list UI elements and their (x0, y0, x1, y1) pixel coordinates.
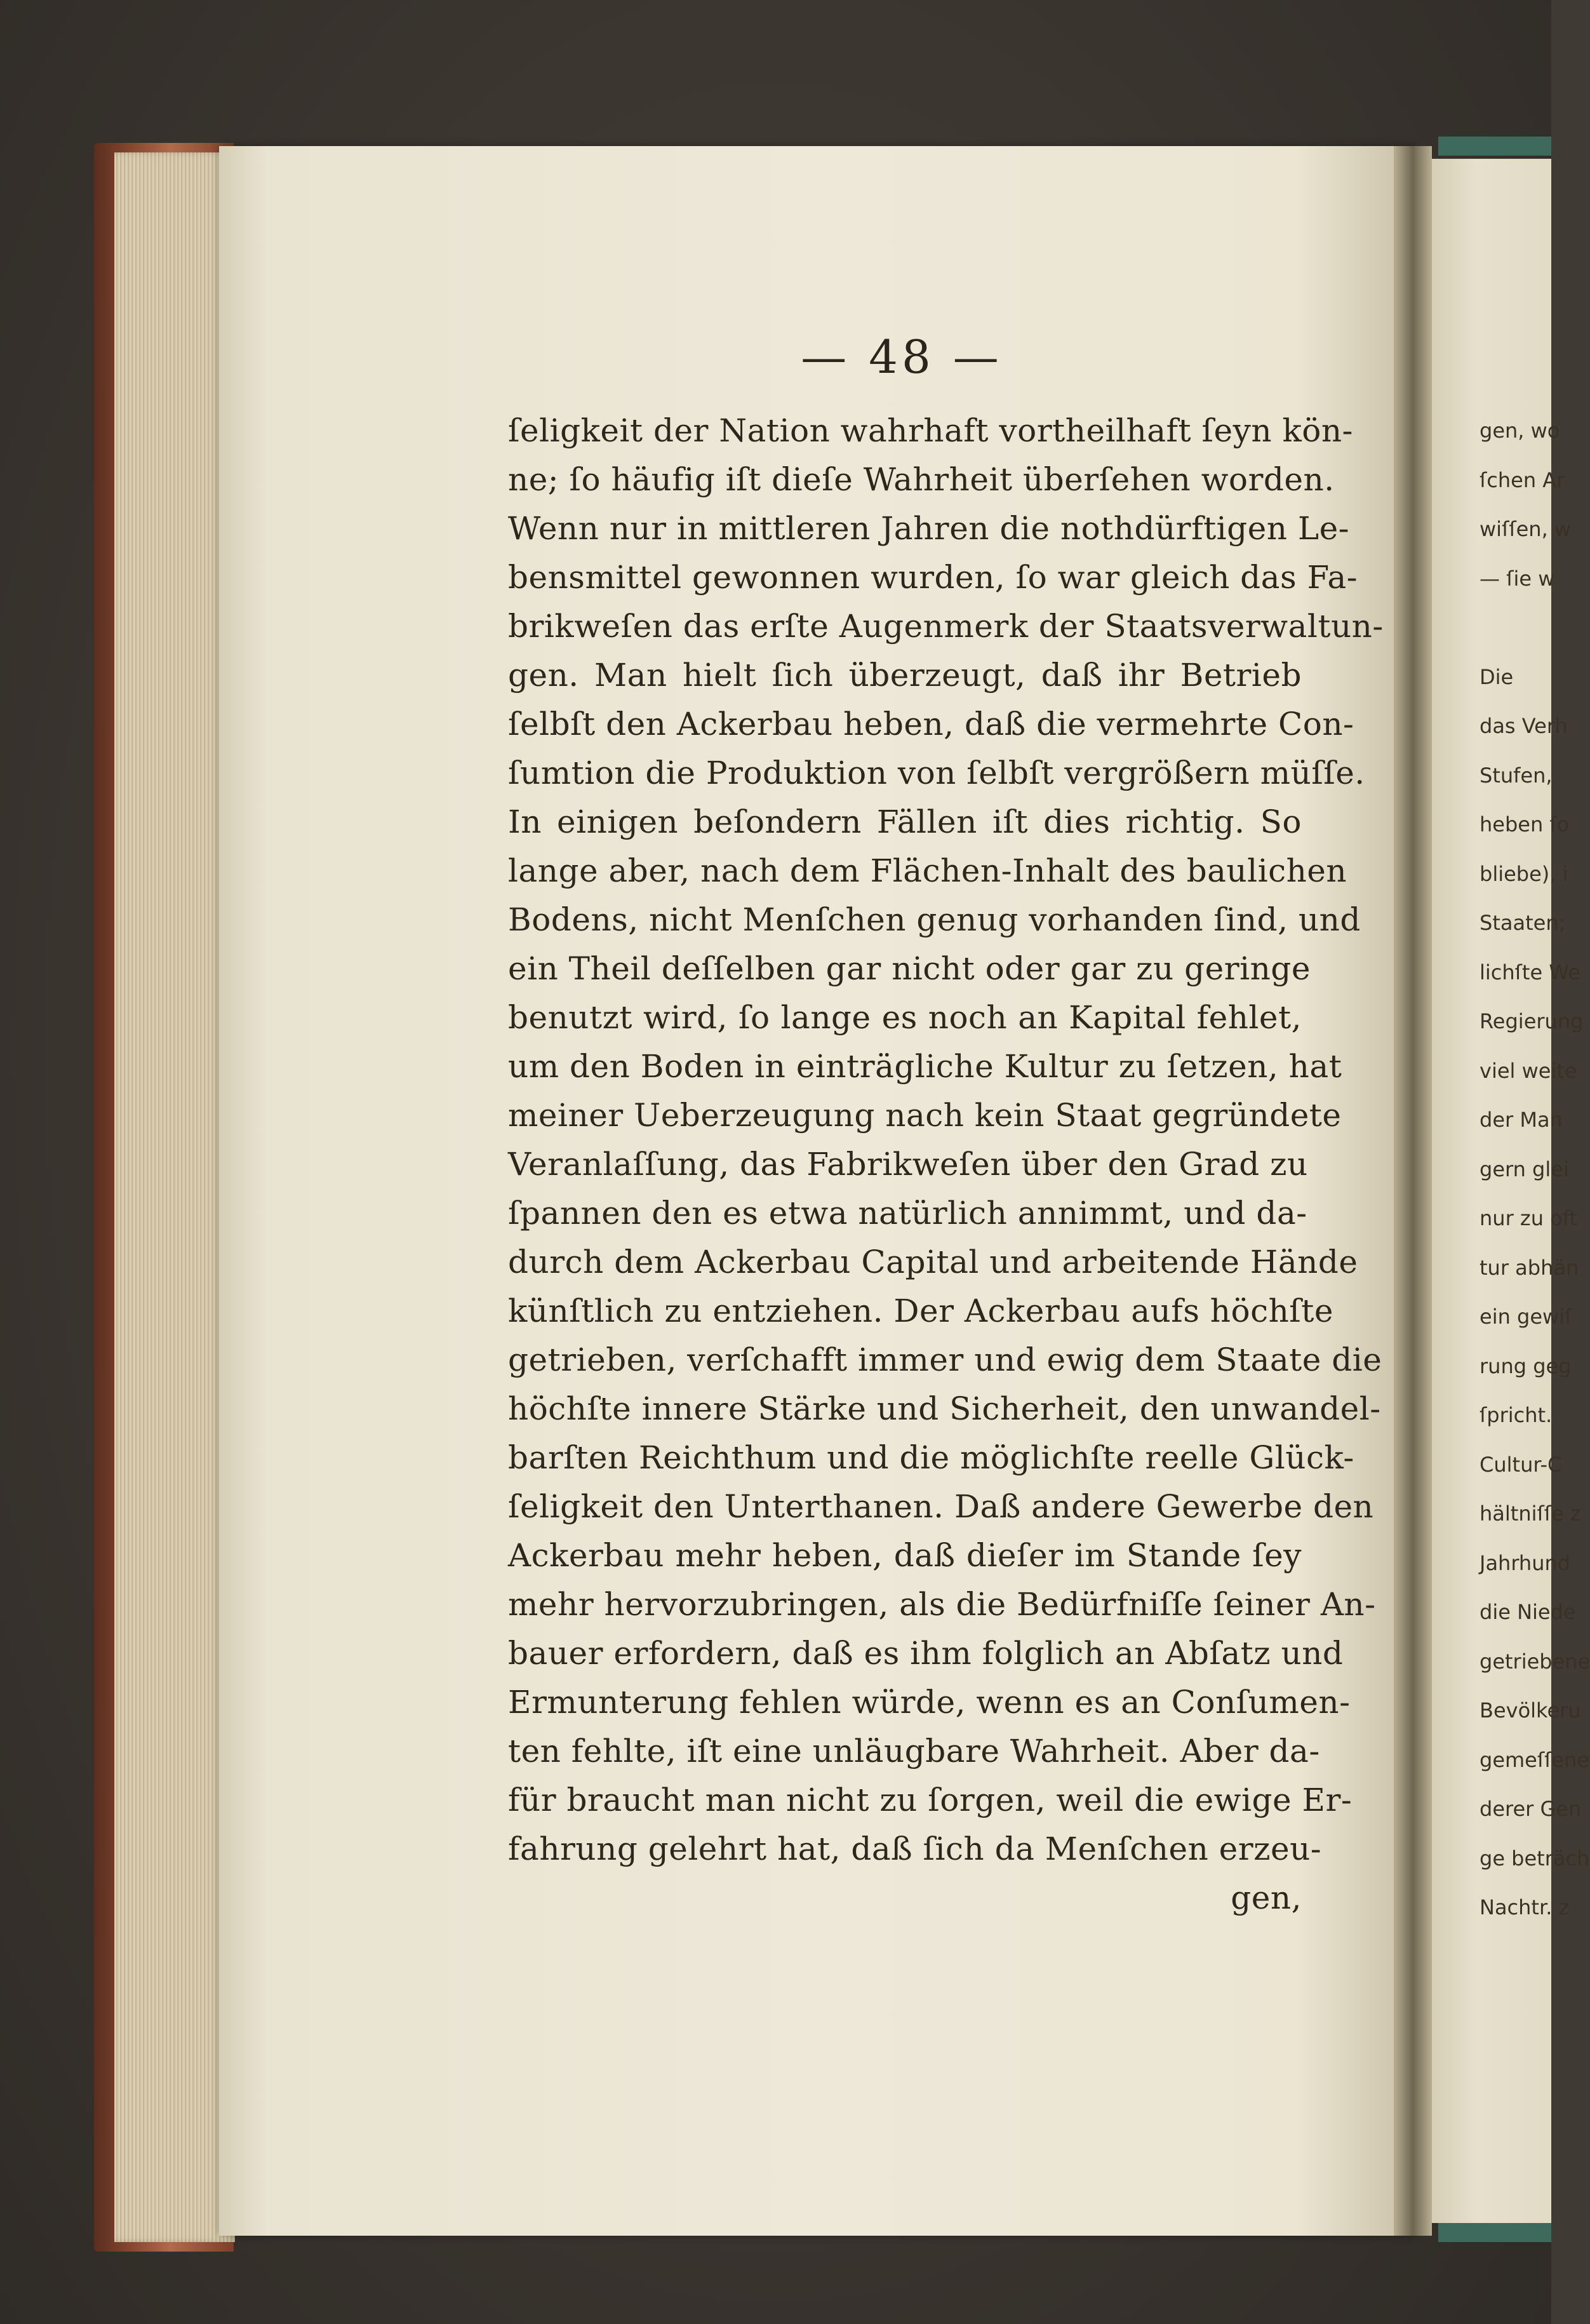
text-line: ein Theil deſſelben gar nicht oder gar zu geringe (508, 950, 1311, 987)
text-line: fahrung gelehrt hat, daß ſich da Menſchen erzeu- (508, 1830, 1322, 1867)
text-line: durch dem Ackerbau Capital und arbeitende Hände (508, 1244, 1358, 1280)
text-line: für braucht man nicht zu ſorgen, weil die ewige Er- (508, 1782, 1353, 1818)
facing-text-line: Bevölkeru (1480, 1698, 1581, 1723)
text-line: bensmittel gewonnen wurden, ſo war gleich das Fa- (508, 559, 1358, 596)
text-line: Bodens, nicht Menſchen genug vorhanden ſind, und (508, 901, 1361, 938)
text-line: meiner Ueberzeugung nach kein Staat gegründete (508, 1097, 1342, 1134)
text-line: getrieben, verſchafft immer und ewig dem Staate die (508, 1341, 1382, 1378)
facing-text-line: getriebene (1480, 1649, 1590, 1674)
facing-text-line: tur abhän (1480, 1255, 1579, 1280)
text-line: ſpannen den es etwa natürlich annimmt, und da- (508, 1195, 1307, 1232)
page-edges (114, 152, 235, 2242)
facing-text-line: der Man (1480, 1108, 1563, 1132)
text-line: ſumtion die Produktion von ſelbſt vergrößern müſſe. (508, 755, 1365, 791)
facing-text-line: ein gewiſ (1480, 1305, 1572, 1329)
text-line: Veranlaſſung, das Fabrikweſen über den Grad zu (508, 1146, 1308, 1183)
facing-text-line: viel weite (1480, 1058, 1577, 1083)
text-line: ſeligkeit der Nation wahrhaft vortheilhaft ſeyn kön- (508, 412, 1353, 449)
facing-text-line: Die (1480, 664, 1514, 689)
facing-text-line: Jahrhund (1480, 1550, 1571, 1575)
facing-text-line: das Verh (1480, 714, 1568, 738)
text-line: künſtlich zu entziehen. Der Ackerbau aufs höchſte (508, 1293, 1333, 1329)
text-line: höchſte innere Stärke und Sicherheit, den unwandel- (508, 1390, 1381, 1427)
facing-text-line: rung geg (1480, 1353, 1572, 1378)
text-line: Wenn nur in mittleren Jahren die nothdürftigen Le- (508, 510, 1350, 547)
text-line: um den Boden in einträgliche Kultur zu ſetzen, hat (508, 1048, 1342, 1085)
text-line: ten fehlte, iſt eine unläugbare Wahrheit. Aber da- (508, 1733, 1320, 1770)
text-line: Ermunterung fehlen würde, wenn es an Conſumen- (508, 1684, 1351, 1721)
facing-text-line: die Niede (1480, 1600, 1576, 1624)
facing-text-line: bliebe), i (1480, 861, 1568, 886)
facing-text-line: Stufen, (1480, 763, 1553, 788)
text-line: mehr hervorzubringen, als die Bedürfniſſe ſeiner An- (508, 1586, 1376, 1623)
text-line: bauer erfordern, daß es ihm folglich an Abſatz und (508, 1635, 1344, 1672)
text-line: ſeligkeit den Unterthanen. Daß andere Gewerbe den (508, 1488, 1374, 1525)
text-line: lange aber, nach dem Flächen-Inhalt des baulichen (508, 852, 1347, 889)
facing-text-line: gemeſſene (1480, 1747, 1590, 1772)
text-line: gen. Man hielt ſich überzeugt, daß ihr Betrieb (508, 657, 1302, 694)
text-line: ne; ſo häufig iſt dieſe Wahrheit überſehen worden. (508, 461, 1335, 498)
facing-text-line: ge beträch (1480, 1846, 1590, 1871)
facing-text-line: Nachtr. z (1480, 1895, 1570, 1919)
facing-text-line: nur zu oft (1480, 1206, 1577, 1230)
facing-text-line: ſchen Ar (1480, 467, 1565, 492)
text-line: In einigen beſondern Fällen iſt dies richtig. So (508, 803, 1302, 840)
facing-text-line: derer Gen (1480, 1797, 1582, 1821)
text-line: Ackerbau mehr heben, daß dieſer im Stande ſey (508, 1537, 1302, 1574)
facing-text-line: gern glei (1480, 1157, 1569, 1181)
page-number: — 48 — (801, 330, 1003, 384)
facing-text-line: wiſſen, w (1480, 517, 1572, 541)
facing-text-line: Staaten; (1480, 911, 1566, 935)
facing-text-line: gen, wo (1480, 419, 1560, 443)
facing-text-line: heben ſo (1480, 812, 1570, 836)
book-gutter (1394, 146, 1432, 2236)
facing-cover-bottom (1438, 2223, 1551, 2242)
body-text (508, 406, 1384, 1923)
text-line: brikweſen das erſte Augenmerk der Staatsverwaltun- (508, 608, 1384, 645)
facing-text-line: lichſte We (1480, 960, 1580, 984)
text-line: ſelbſt den Ackerbau heben, daß die vermehrte Con- (508, 706, 1354, 742)
facing-text-line (1480, 603, 1551, 653)
facing-text-line: hältniſſe z (1480, 1501, 1581, 1526)
facing-text-line: Cultur-C (1480, 1452, 1562, 1477)
text-line: barſten Reichthum und die möglichſte reelle Glück- (508, 1439, 1354, 1476)
facing-text-line: — ſie w (1480, 566, 1555, 591)
facing-page-text (1480, 406, 1590, 1933)
facing-text-line: ſpricht. (1480, 1403, 1553, 1427)
text-line: benutzt wird, ſo lange es noch an Kapital fehlet, (508, 999, 1302, 1036)
facing-cover-top (1438, 137, 1551, 156)
text-line: gen, (1231, 1879, 1302, 1916)
facing-text-line: Regierung (1480, 1009, 1584, 1033)
